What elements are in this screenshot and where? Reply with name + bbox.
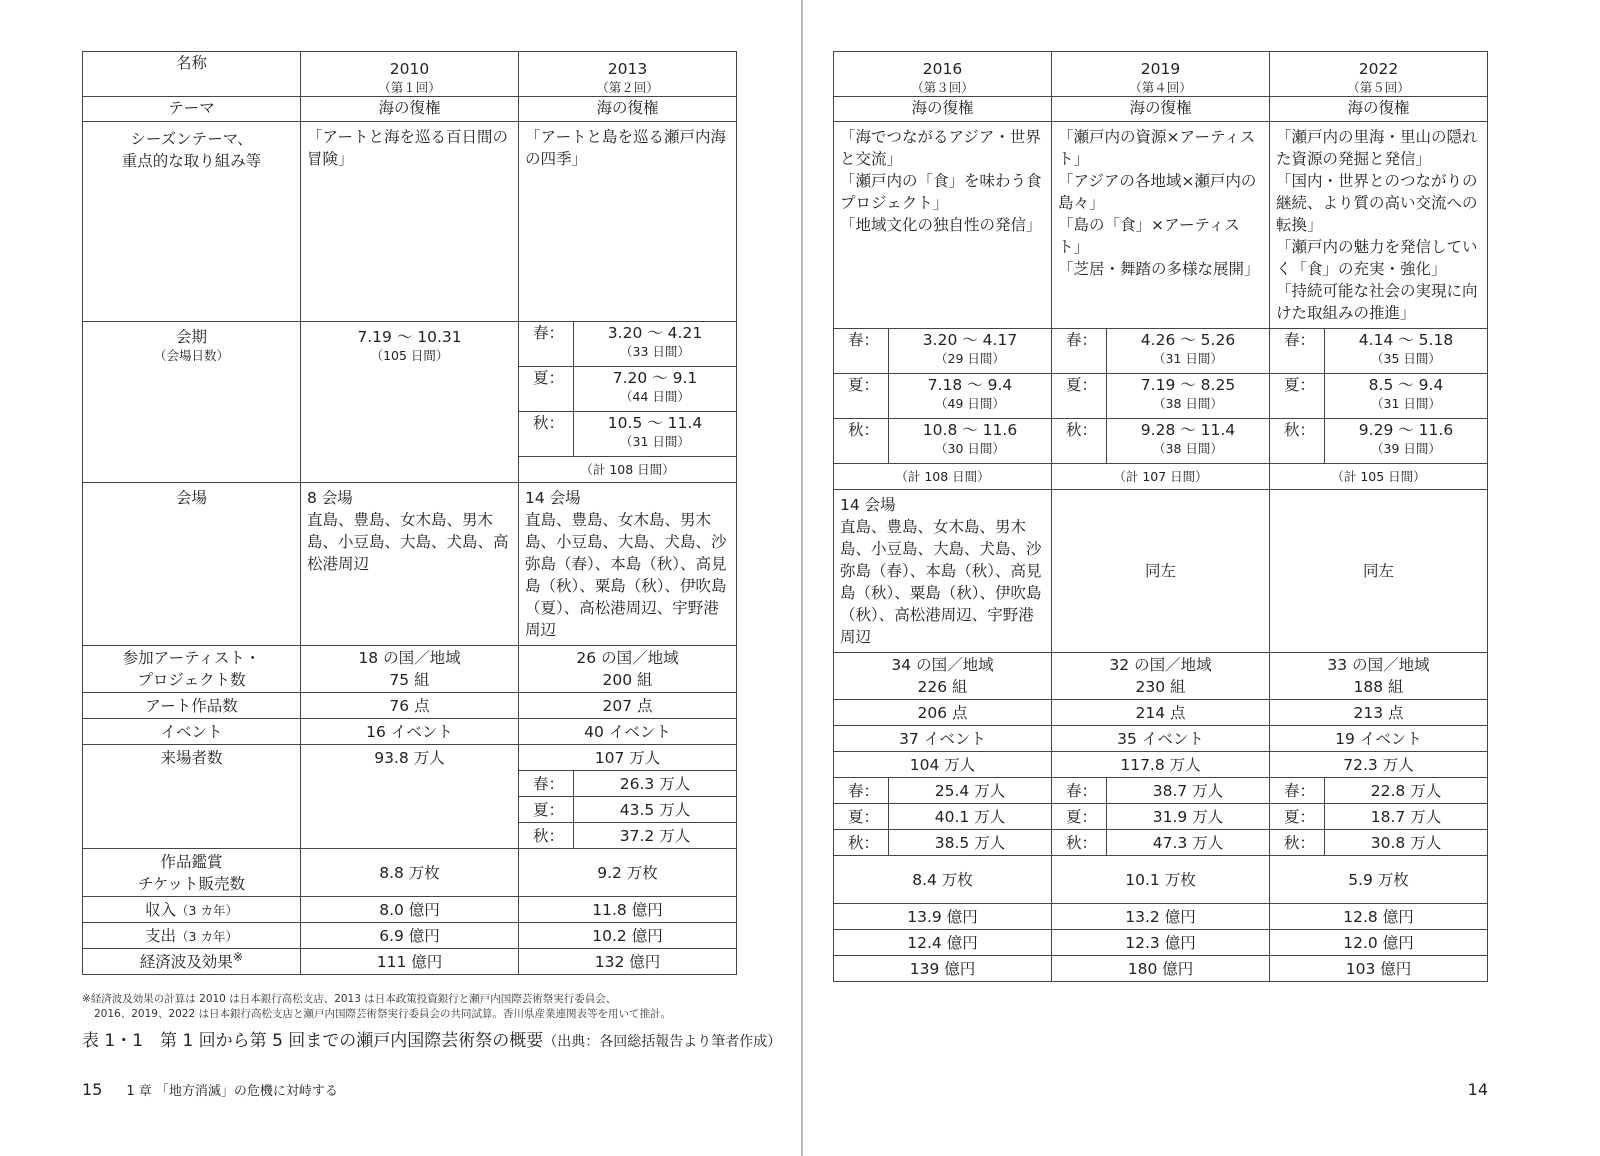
summer-label: 夏： xyxy=(519,367,574,412)
works-2019: 214 点 xyxy=(1052,700,1270,726)
period-row-summer xyxy=(834,374,1488,419)
income-2016: 13.9 億円 xyxy=(834,904,1052,930)
works-label: アート作品数 xyxy=(83,693,301,719)
autumn-label: 秋： xyxy=(519,412,574,457)
event-2010: 16 イベント xyxy=(301,719,519,745)
visitor-autumn-label: 秋： xyxy=(834,830,889,856)
works-2010: 76 点 xyxy=(301,693,519,719)
visitor-2013: 107 万人 xyxy=(519,745,737,771)
season-theme-row xyxy=(83,122,737,322)
period-2010: 7.19 ～ 10.31 （105 日間） xyxy=(301,322,519,483)
effect-2013: 132 億円 xyxy=(519,949,737,975)
footnote-line-2: 2016、2019、2022 は日本銀行高松支店と瀬戸内国際芸術祭実行委員会の共同試算。香川県産業連関表等を用いて推計。 xyxy=(94,1008,672,1020)
summer-label: 夏： xyxy=(1270,374,1325,419)
visitor-2016-autumn: 38.5 万人 xyxy=(889,830,1052,856)
season-theme-2022: 「瀬戸内の里海・里山の隠れた資源の発掘と発信」 「国内・世界とのつながりの継続、より質の高い交流への転換」 「瀬戸内の魅力を発信していく「食」の充実・強化」 「持続可能な社会の実現に向けた取組みの推進」 xyxy=(1270,122,1488,329)
income-2022: 12.8 億円 xyxy=(1270,904,1488,930)
ticket-row xyxy=(83,849,737,897)
period-2022-total: （計 105 日間） xyxy=(1270,464,1488,490)
visitor-row-autumn xyxy=(834,830,1488,856)
caption-title: 表 1・1 第 1 回から第 5 回までの瀬戸内国際芸術祭の概要 xyxy=(82,1031,544,1051)
page-number-left: 15 xyxy=(82,1080,103,1099)
period-2013-summer: 7.20 ～ 9.1 （44 日間） xyxy=(574,367,737,412)
header-2022: 2022 （第５回） xyxy=(1270,52,1488,97)
season-theme-2013: 「アートと島を巡る瀬戸内海の四季」 xyxy=(519,122,737,322)
period-2016-spring: 3.20 ～ 4.17 （29 日間） xyxy=(889,329,1052,374)
event-row xyxy=(83,719,737,745)
festival-table-left xyxy=(82,51,737,975)
visitor-summer-label: 夏： xyxy=(519,797,574,823)
visitor-row xyxy=(83,745,737,771)
visitor-2022-summer: 18.7 万人 xyxy=(1325,804,1488,830)
summer-label: 夏： xyxy=(834,374,889,419)
income-label: 収入（3 カ年） xyxy=(83,897,301,923)
header-2019: 2019 （第４回） xyxy=(1052,52,1270,97)
period-row-autumn xyxy=(834,419,1488,464)
expense-2013: 10.2 億円 xyxy=(519,923,737,949)
period-row-spring xyxy=(834,329,1488,374)
header-2013: 2013 （第２回） xyxy=(519,52,737,97)
works-2022: 213 点 xyxy=(1270,700,1488,726)
period-2022-spring: 4.14 ～ 5.18 （35 日間） xyxy=(1325,329,1488,374)
visitor-row-summer xyxy=(834,804,1488,830)
venue-2016: 14 会場 直島、豊島、女木島、男木島、小豆島、大島、犬島、沙弥島（春）、本島（秋）、高見島（秋）、粟島（秋）、伊吹島（秋）、高松港周辺、宇野港周辺 xyxy=(834,490,1052,653)
visitor-autumn-label: 秋： xyxy=(1270,830,1325,856)
season-theme-row xyxy=(834,122,1488,329)
period-row-spring xyxy=(83,322,737,367)
visitor-2019-autumn: 47.3 万人 xyxy=(1107,830,1270,856)
period-2019-spring: 4.26 ～ 5.26 （31 日間） xyxy=(1107,329,1270,374)
ticket-2016: 8.4 万枚 xyxy=(834,856,1052,904)
summer-label: 夏： xyxy=(1052,374,1107,419)
table-caption xyxy=(82,1026,781,1051)
venue-row xyxy=(83,483,737,646)
visitor-autumn-label: 秋： xyxy=(519,823,574,849)
artist-row xyxy=(83,646,737,693)
visitor-label: 来場者数 xyxy=(83,745,301,849)
spring-label: 春： xyxy=(1052,329,1107,374)
visitor-row-spring xyxy=(834,778,1488,804)
period-2016-summer: 7.18 ～ 9.4 （49 日間） xyxy=(889,374,1052,419)
works-2013: 207 点 xyxy=(519,693,737,719)
visitor-row xyxy=(834,752,1488,778)
artist-label: 参加アーティスト・ プロジェクト数 xyxy=(83,646,301,693)
footnote xyxy=(82,992,671,1022)
season-theme-2019: 「瀬戸内の資源×アーティスト」 「アジアの各地域×瀬戸内の島々」 「島の「食」×アーティスト」 「芝居・舞踏の多様な展開」 xyxy=(1052,122,1270,329)
visitor-2019-summer: 31.9 万人 xyxy=(1107,804,1270,830)
income-2010: 8.0 億円 xyxy=(301,897,519,923)
effect-2010: 111 億円 xyxy=(301,949,519,975)
theme-2022: 海の復権 xyxy=(1270,97,1488,122)
caption-source: （出典：各回総括報告より筆者作成） xyxy=(543,1034,782,1050)
ticket-2022: 5.9 万枚 xyxy=(1270,856,1488,904)
income-2013: 11.8 億円 xyxy=(519,897,737,923)
period-2013-autumn: 10.5 ～ 11.4 （31 日間） xyxy=(574,412,737,457)
theme-2010: 海の復権 xyxy=(301,97,519,122)
autumn-label: 秋： xyxy=(834,419,889,464)
venue-2013: 14 会場 直島、豊島、女木島、男木島、小豆島、大島、犬島、沙弥島（春）、本島（秋）、高見島（秋）、粟島（秋）、伊吹島（夏）、高松港周辺、宇野港周辺 xyxy=(519,483,737,646)
event-2019: 35 イベント xyxy=(1052,726,1270,752)
venue-2019: 同左 xyxy=(1052,490,1270,653)
chapter-title: 1 章 「地方消滅」の危機に対峙する xyxy=(126,1084,338,1099)
visitor-2019-spring: 38.7 万人 xyxy=(1107,778,1270,804)
expense-row xyxy=(834,930,1488,956)
effect-2019: 180 億円 xyxy=(1052,956,1270,982)
right-page xyxy=(800,0,1600,1156)
header-row xyxy=(83,52,737,97)
venue-label: 会場 xyxy=(83,483,301,646)
visitor-2022: 72.3 万人 xyxy=(1270,752,1488,778)
ticket-2013: 9.2 万枚 xyxy=(519,849,737,897)
header-name: 名称 xyxy=(83,52,301,97)
period-2019-total: （計 107 日間） xyxy=(1052,464,1270,490)
header-row xyxy=(834,52,1488,97)
theme-row xyxy=(834,97,1488,122)
artist-2019: 32 の国／地域 230 組 xyxy=(1052,653,1270,700)
event-2013: 40 イベント xyxy=(519,719,737,745)
income-row xyxy=(83,897,737,923)
period-label: 会期 （会場日数） xyxy=(83,322,301,483)
season-theme-2016: 「海でつながるアジア・世界と交流」 「瀬戸内の「食」を味わう食プロジェクト」 「地域文化の独自性の発信」 xyxy=(834,122,1052,329)
artist-2016: 34 の国／地域 226 組 xyxy=(834,653,1052,700)
artist-2013: 26 の国／地域 200 組 xyxy=(519,646,737,693)
artist-2022: 33 の国／地域 188 組 xyxy=(1270,653,1488,700)
visitor-2016-spring: 25.4 万人 xyxy=(889,778,1052,804)
ticket-2010: 8.8 万枚 xyxy=(301,849,519,897)
artist-row xyxy=(834,653,1488,700)
effect-row xyxy=(83,949,737,975)
season-theme-2010: 「アートと海を巡る百日間の冒険」 xyxy=(301,122,519,322)
visitor-summer-label: 夏： xyxy=(1270,804,1325,830)
theme-2013: 海の復権 xyxy=(519,97,737,122)
effect-2022: 103 億円 xyxy=(1270,956,1488,982)
period-2016-total: （計 108 日間） xyxy=(834,464,1052,490)
ticket-2019: 10.1 万枚 xyxy=(1052,856,1270,904)
season-theme-label: シーズンテーマ、 重点的な取り組み等 xyxy=(83,122,301,322)
venue-row xyxy=(834,490,1488,653)
period-2019-summer: 7.19 ～ 8.25 （38 日間） xyxy=(1107,374,1270,419)
event-2022: 19 イベント xyxy=(1270,726,1488,752)
header-2010: 2010 （第１回） xyxy=(301,52,519,97)
income-2019: 13.2 億円 xyxy=(1052,904,1270,930)
event-2016: 37 イベント xyxy=(834,726,1052,752)
footnote-line-1: ※経済波及効果の計算は 2010 は日本銀行高松支店、2013 は日本政策投資銀行と瀬戸内国際芸術祭実行委員会、 xyxy=(82,993,617,1005)
expense-2019: 12.3 億円 xyxy=(1052,930,1270,956)
visitor-2016: 104 万人 xyxy=(834,752,1052,778)
visitor-2013-spring: 26.3 万人 xyxy=(574,771,737,797)
ticket-label: 作品鑑賞 チケット販売数 xyxy=(83,849,301,897)
period-row-total xyxy=(834,464,1488,490)
period-2013-total: （計 108 日間） xyxy=(519,457,737,483)
works-2016: 206 点 xyxy=(834,700,1052,726)
period-2016-autumn: 10.8 ～ 11.6 （30 日間） xyxy=(889,419,1052,464)
income-row xyxy=(834,904,1488,930)
visitor-spring-label: 春： xyxy=(519,771,574,797)
visitor-summer-label: 夏： xyxy=(1052,804,1107,830)
visitor-2010: 93.8 万人 xyxy=(301,745,519,849)
effect-label: 経済波及効果※ xyxy=(83,949,301,975)
visitor-summer-label: 夏： xyxy=(834,804,889,830)
works-row xyxy=(834,700,1488,726)
page-number-right: 14 xyxy=(1467,1080,1488,1099)
expense-row xyxy=(83,923,737,949)
expense-2016: 12.4 億円 xyxy=(834,930,1052,956)
period-2013-spring: 3.20 ～ 4.21 （33 日間） xyxy=(574,322,737,367)
spring-label: 春： xyxy=(519,322,574,367)
spring-label: 春： xyxy=(1270,329,1325,374)
expense-2010: 6.9 億円 xyxy=(301,923,519,949)
theme-row xyxy=(83,97,737,122)
theme-2016: 海の復権 xyxy=(834,97,1052,122)
visitor-2019: 117.8 万人 xyxy=(1052,752,1270,778)
effect-row xyxy=(834,956,1488,982)
visitor-2016-summer: 40.1 万人 xyxy=(889,804,1052,830)
theme-label: テーマ xyxy=(83,97,301,122)
header-2016: 2016 （第３回） xyxy=(834,52,1052,97)
works-row xyxy=(83,693,737,719)
autumn-label: 秋： xyxy=(1270,419,1325,464)
visitor-2013-autumn: 37.2 万人 xyxy=(574,823,737,849)
visitor-2022-autumn: 30.8 万人 xyxy=(1325,830,1488,856)
event-row xyxy=(834,726,1488,752)
period-2022-summer: 8.5 ～ 9.4 （31 日間） xyxy=(1325,374,1488,419)
event-label: イベント xyxy=(83,719,301,745)
visitor-spring-label: 春： xyxy=(1270,778,1325,804)
left-page-footer xyxy=(82,1080,338,1099)
effect-2016: 139 億円 xyxy=(834,956,1052,982)
expense-2022: 12.0 億円 xyxy=(1270,930,1488,956)
autumn-label: 秋： xyxy=(1052,419,1107,464)
ticket-row xyxy=(834,856,1488,904)
period-2022-autumn: 9.29 ～ 11.6 （39 日間） xyxy=(1325,419,1488,464)
visitor-spring-label: 春： xyxy=(1052,778,1107,804)
artist-2010: 18 の国／地域 75 組 xyxy=(301,646,519,693)
festival-table-right xyxy=(833,51,1488,982)
venue-2022: 同左 xyxy=(1270,490,1488,653)
visitor-autumn-label: 秋： xyxy=(1052,830,1107,856)
visitor-2022-spring: 22.8 万人 xyxy=(1325,778,1488,804)
period-2019-autumn: 9.28 ～ 11.4 （38 日間） xyxy=(1107,419,1270,464)
spring-label: 春： xyxy=(834,329,889,374)
visitor-2013-summer: 43.5 万人 xyxy=(574,797,737,823)
theme-2019: 海の復権 xyxy=(1052,97,1270,122)
expense-label: 支出（3 カ年） xyxy=(83,923,301,949)
venue-2010: 8 会場 直島、豊島、女木島、男木島、小豆島、大島、犬島、高松港周辺 xyxy=(301,483,519,646)
visitor-spring-label: 春： xyxy=(834,778,889,804)
